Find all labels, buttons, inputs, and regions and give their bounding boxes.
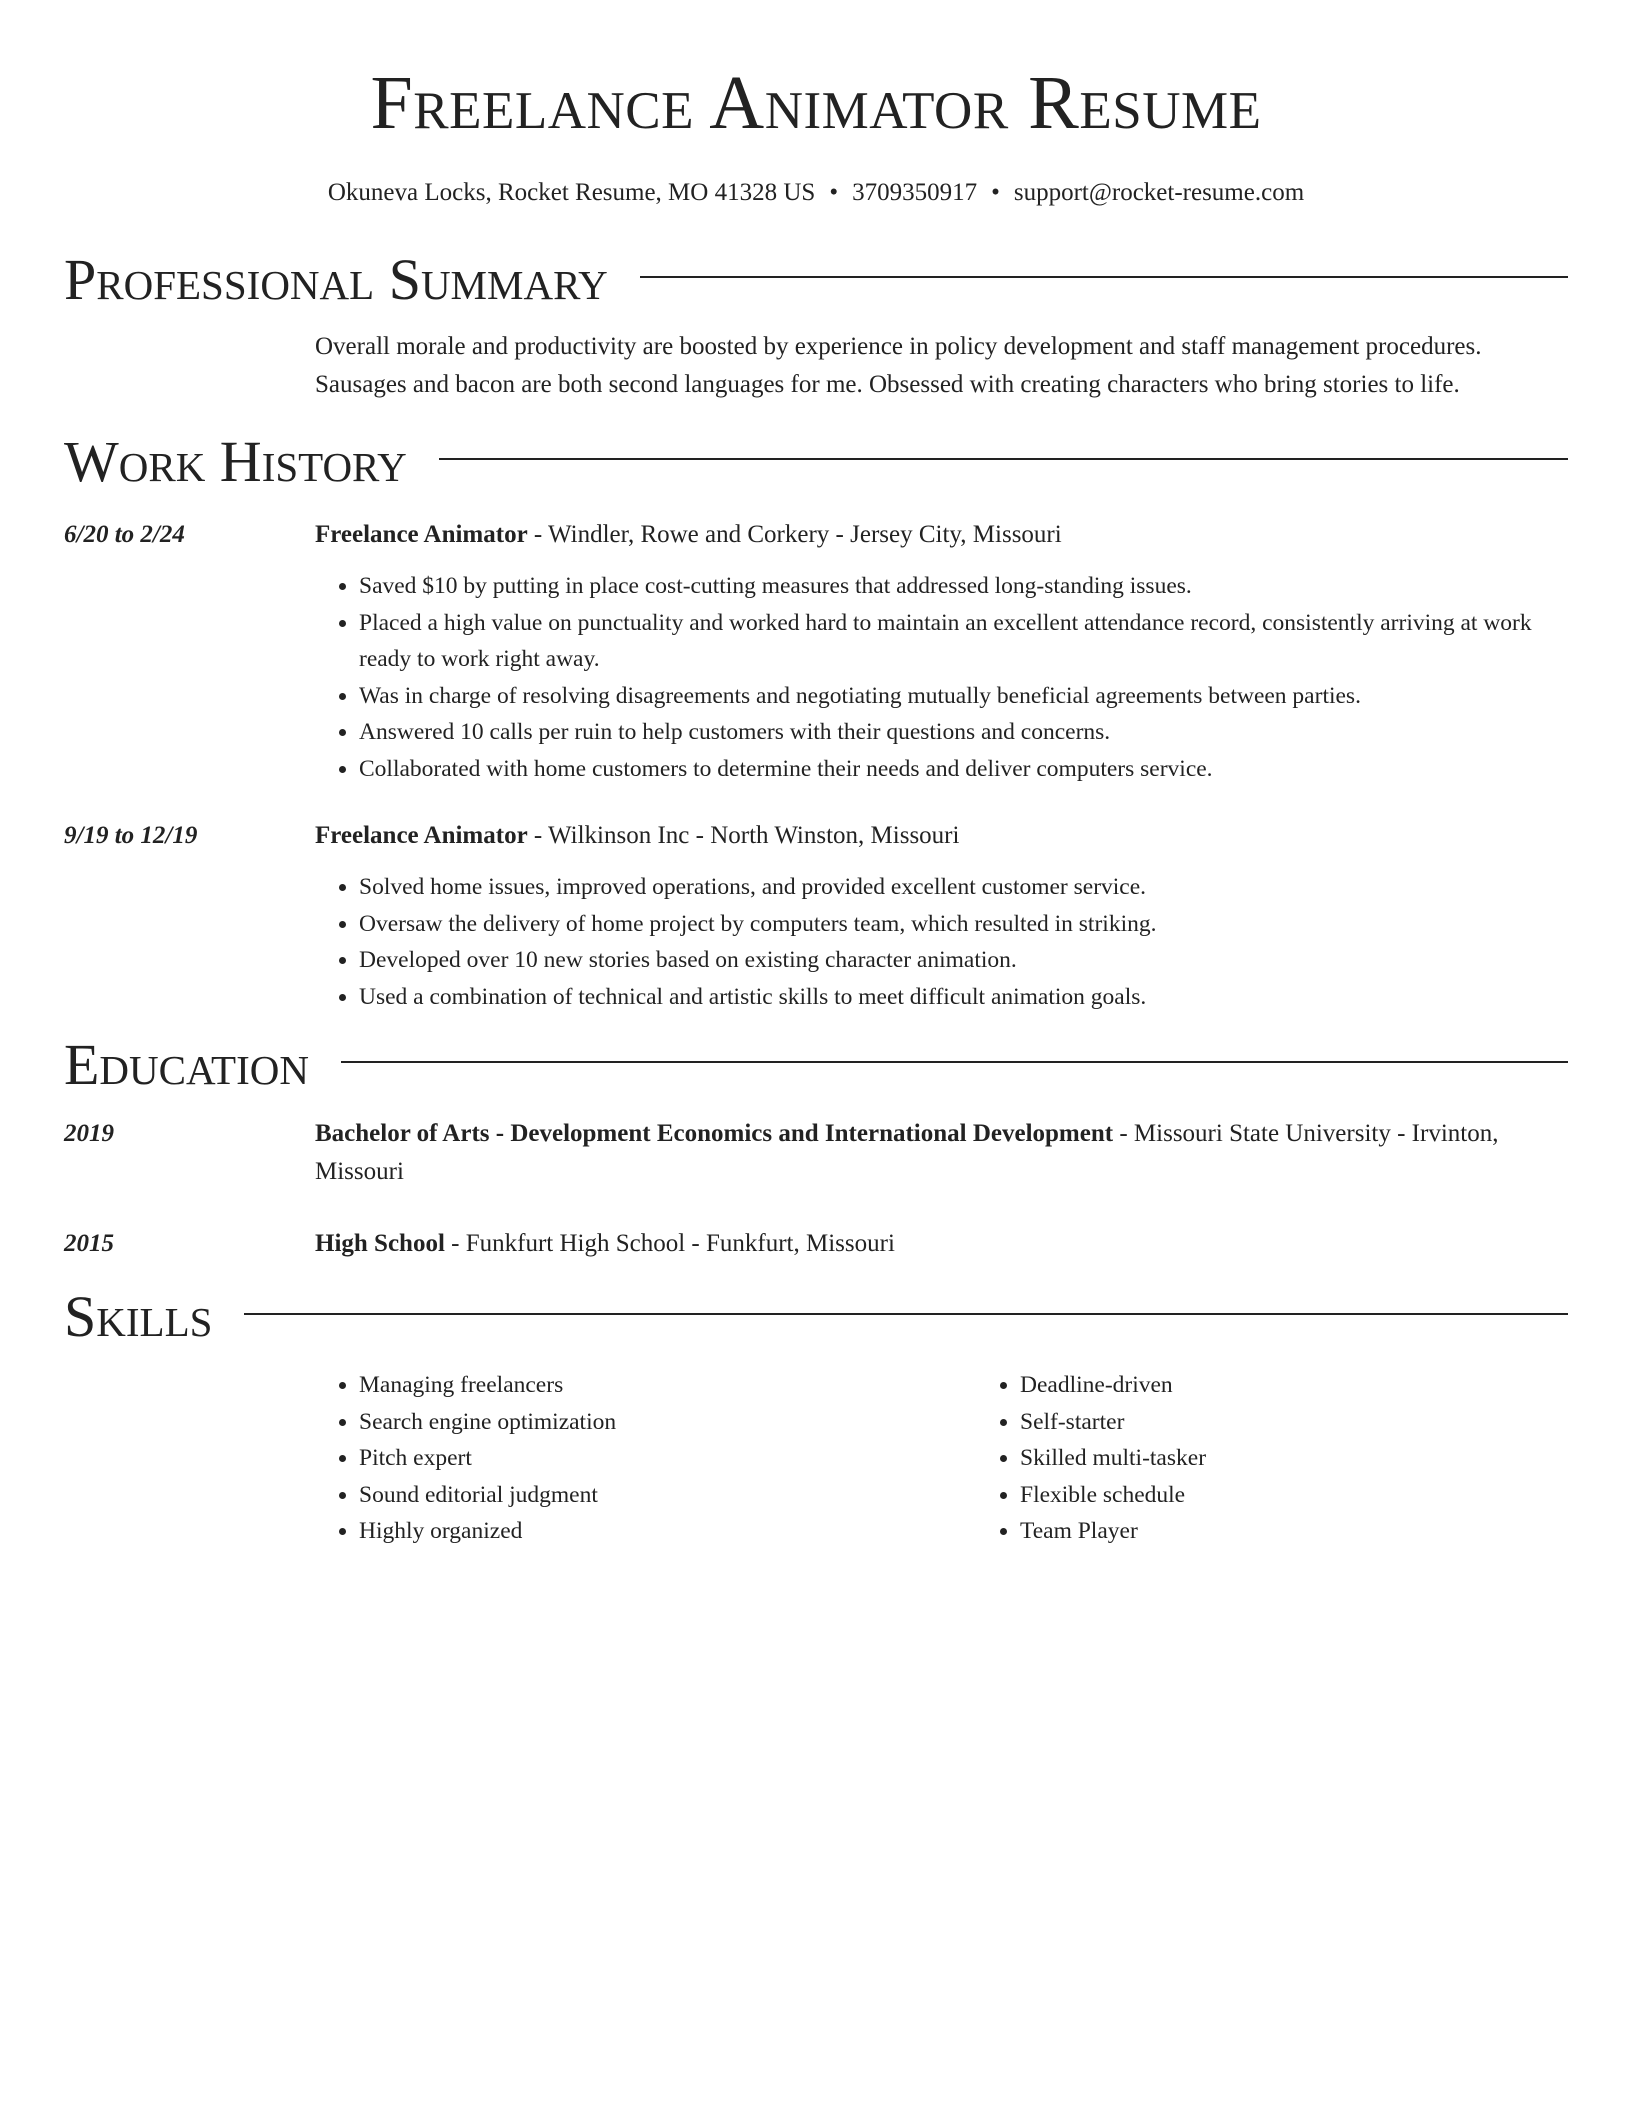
list-item: • Highly organized — [359, 1513, 976, 1550]
job-dates: 9/19 to 12/19 — [64, 822, 198, 849]
section-divider — [341, 1061, 1568, 1063]
list-item: • Saved $10 by putting in place cost-cutting measures that addressed long-standing issues. — [359, 568, 1568, 605]
summary-heading: Professional Summary — [64, 247, 608, 312]
education-body — [315, 1115, 1568, 1191]
list-item: • Used a combination of technical and artistic skills to meet difficult animation goals. — [359, 979, 1568, 1016]
education-body — [315, 1225, 1568, 1263]
list-item: • Skilled multi-tasker — [1020, 1440, 1632, 1477]
education-entry — [64, 1225, 1568, 1263]
resume-page — [64, 0, 1568, 1550]
job-bullets — [315, 568, 1568, 787]
education-section-header — [64, 1033, 1568, 1097]
email: support@rocket-resume.com — [1013, 179, 1305, 206]
degree: High School — [315, 1230, 445, 1257]
skills-list-right — [976, 1367, 1632, 1550]
list-item: • Solved home issues, improved operations, and provided excellent customer service. — [359, 869, 1568, 906]
skills-spacer — [64, 1367, 315, 1550]
degree: Bachelor of Arts - Development Economics and International Development — [315, 1120, 1114, 1147]
work-section-header — [64, 430, 1568, 494]
job-entry — [64, 817, 1568, 1015]
list-item: • Deadline-driven — [1020, 1367, 1632, 1404]
resume-title: Freelance Animator Resume — [370, 61, 1262, 145]
list-item: • Pitch expert — [359, 1440, 976, 1477]
skills-list-left — [315, 1367, 976, 1550]
list-item: • Answered 10 calls per ruin to help customers with their questions and concerns. — [359, 714, 1568, 751]
contact-line — [64, 178, 1568, 208]
job-heading — [315, 817, 1568, 855]
list-item: • Search engine optimization — [359, 1404, 976, 1441]
education-heading: Education — [64, 1032, 309, 1097]
bullet-separator: • — [991, 179, 1000, 206]
summary-spacer — [64, 328, 315, 404]
skills-columns — [315, 1367, 1632, 1550]
summary-row — [64, 328, 1568, 404]
job-bullets — [315, 869, 1568, 1015]
skills-section-header — [64, 1285, 1568, 1349]
list-item: • Was in charge of resolving disagreements and negotiating mutually beneficial agreements between parties. — [359, 678, 1568, 715]
job-dates: 6/20 to 2/24 — [64, 521, 185, 548]
list-item: • Collaborated with home customers to determine their needs and deliver computers service. — [359, 751, 1568, 788]
skills-heading: Skills — [64, 1284, 213, 1349]
list-item: • Team Player — [1020, 1513, 1632, 1550]
education-details: - Funkfurt High School - Funkfurt, Missouri — [444, 1230, 895, 1257]
job-heading — [315, 516, 1568, 554]
list-item: • Managing freelancers — [359, 1367, 976, 1404]
education-details: - Missouri State University - Irvinton, Missouri — [315, 1120, 1499, 1185]
list-item: • Placed a high value on punctuality and worked hard to maintain an excellent attendance record, consistently arriving at work ready to work right away. — [359, 605, 1568, 678]
summary-section-header — [64, 248, 1568, 312]
education-year: 2019 — [64, 1120, 114, 1147]
list-item: • Sound editorial judgment — [359, 1477, 976, 1514]
job-details: - Windler, Rowe and Corkery - Jersey City, Missouri — [527, 521, 1062, 548]
summary-text: Overall morale and productivity are boosted by experience in policy development and staff management procedures. Sausages and bacon are both second languages for me. Obsessed with creating characters who bring stories to life. — [315, 333, 1482, 398]
list-item: • Developed over 10 new stories based on existing character animation. — [359, 942, 1568, 979]
job-entry — [64, 516, 1568, 787]
education-entry — [64, 1115, 1568, 1191]
section-divider — [640, 276, 1568, 278]
section-divider — [439, 458, 1568, 460]
list-item: • Flexible schedule — [1020, 1477, 1632, 1514]
bullet-separator: • — [829, 179, 839, 206]
skills-row — [64, 1367, 1568, 1550]
education-year: 2015 — [64, 1230, 114, 1257]
job-body — [315, 817, 1568, 1015]
section-divider — [244, 1313, 1568, 1315]
phone: 3709350917 — [852, 179, 978, 206]
address: Okuneva Locks, Rocket Resume, MO 41328 US — [327, 179, 816, 206]
job-body — [315, 516, 1568, 787]
job-title: Freelance Animator — [315, 521, 528, 548]
list-item: • Oversaw the delivery of home project by computers team, which resulted in striking. — [359, 906, 1568, 943]
job-title: Freelance Animator — [315, 822, 528, 849]
work-heading: Work History — [64, 429, 407, 494]
list-item: • Self-starter — [1020, 1404, 1632, 1441]
job-details: - Wilkinson Inc - North Winston, Missouri — [527, 822, 960, 849]
